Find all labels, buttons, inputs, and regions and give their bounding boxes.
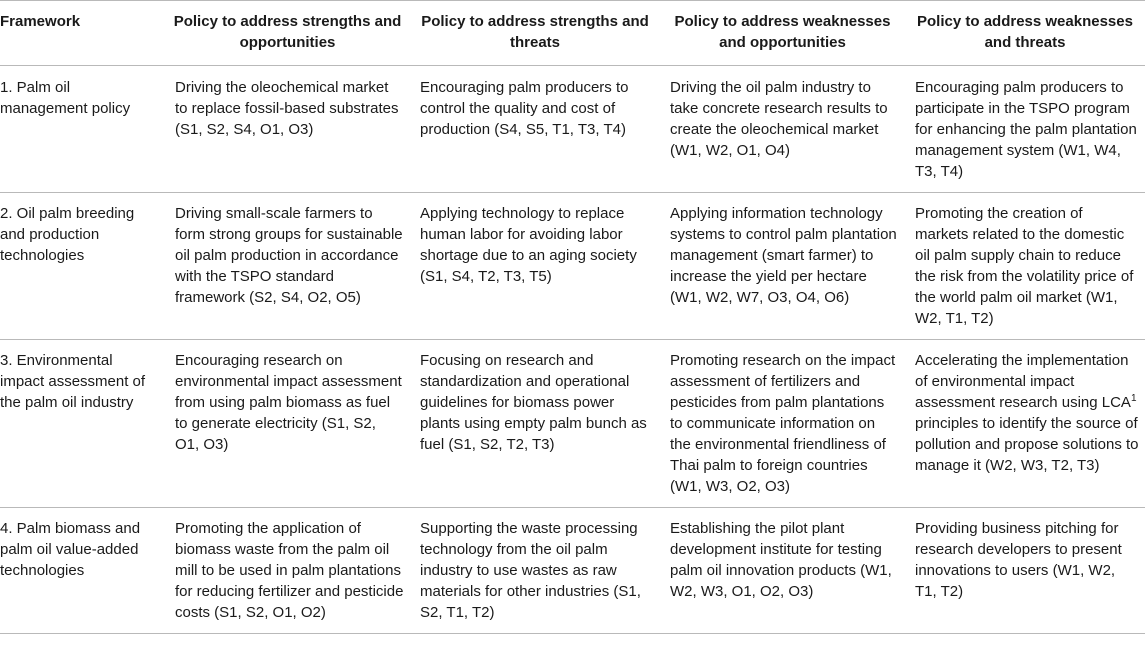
wt-policy-cell: Providing business pitching for research developers to present innovations to users (W1, W2, T1, T2): [905, 508, 1145, 634]
lca-footnote-marker: 1: [1130, 393, 1137, 404]
st-policy-cell: Supporting the waste processing technology from the oil palm industry to use wastes as raw materials for other industries (S1, S2, T1, T2): [410, 508, 660, 634]
framework-cell: 1. Palm oil management policy: [0, 66, 165, 193]
wo-policy-cell: Promoting research on the impact assessment of fertilizers and pesticides from palm plantations to communicate information on the environmental friendliness of Thai palm to foreign countries (W1, W3, O2, O3): [660, 340, 905, 508]
table-body: [0, 66, 1145, 634]
wt-policy-cell: Promoting the creation of markets related to the domestic oil palm supply chain to reduce the risk from the volatility price of the world palm oil market (W1, W2, T1, T2): [905, 193, 1145, 340]
wt-policy-cell: [905, 340, 1145, 508]
so-policy-cell: Encouraging research on environmental impact assessment from using palm biomass as fuel to generate electricity (S1, S2, O1, O3): [165, 340, 410, 508]
wt-policy-cell: Encouraging palm producers to participate in the TSPO program for enhancing the palm plantation management system (W1, W4, T3, T4): [905, 66, 1145, 193]
framework-cell: 4. Palm biomass and palm oil value-added technologies: [0, 508, 165, 634]
table-row: [0, 193, 1145, 340]
framework-cell: 3. Environmental impact assessment of the palm oil industry: [0, 340, 165, 508]
framework-cell: 2. Oil palm breeding and production technologies: [0, 193, 165, 340]
table-row: [0, 508, 1145, 634]
header-strengths-threats: Policy to address strengths and threats: [410, 1, 660, 66]
header-strengths-opportunities: Policy to address strengths and opportunities: [165, 1, 410, 66]
header-row: [0, 1, 1145, 66]
header-weaknesses-threats: Policy to address weaknesses and threats: [905, 1, 1145, 66]
so-policy-cell: Driving the oleochemical market to replace fossil-based substrates (S1, S2, S4, O1, O3): [165, 66, 410, 193]
table-row: [0, 66, 1145, 193]
wo-policy-cell: Establishing the pilot plant development institute for testing palm oil innovation products (W1, W2, W3, O1, O2, O3): [660, 508, 905, 634]
so-policy-cell: Promoting the application of biomass waste from the palm oil mill to be used in palm plantations for reducing fertilizer and pesticide costs (S1, S2, O1, O2): [165, 508, 410, 634]
wo-policy-cell: Driving the oil palm industry to take concrete research results to create the oleochemical market (W1, W2, O1, O4): [660, 66, 905, 193]
so-policy-cell: Driving small-scale farmers to form strong groups for sustainable oil palm production in accordance with the TSPO standard framework (S2, S4, O2, O5): [165, 193, 410, 340]
st-policy-cell: Focusing on research and standardization and operational guidelines for biomass power plants using empty palm bunch as fuel (S1, S2, T2, T3): [410, 340, 660, 508]
table-header: [0, 1, 1145, 66]
header-framework: Framework: [0, 1, 165, 66]
wt-text-after: principles to identify the source of pollution and propose solutions to manage it (W2, W3, T2, T3): [915, 415, 1139, 474]
table-row: [0, 340, 1145, 508]
header-weaknesses-opportunities: Policy to address weaknesses and opportunities: [660, 1, 905, 66]
st-policy-cell: Encouraging palm producers to control the quality and cost of production (S4, S5, T1, T3, T4): [410, 66, 660, 193]
st-policy-cell: Applying technology to replace human labor for avoiding labor shortage due to an aging society (S1, S4, T2, T3, T5): [410, 193, 660, 340]
wt-text-before: Accelerating the implementation of environmental impact assessment research using LCA: [915, 352, 1131, 411]
wo-policy-cell: Applying information technology systems to control palm plantation management (smart farmer) to increase the yield per hectare (W1, W2, W7, O3, O4, O6): [660, 193, 905, 340]
